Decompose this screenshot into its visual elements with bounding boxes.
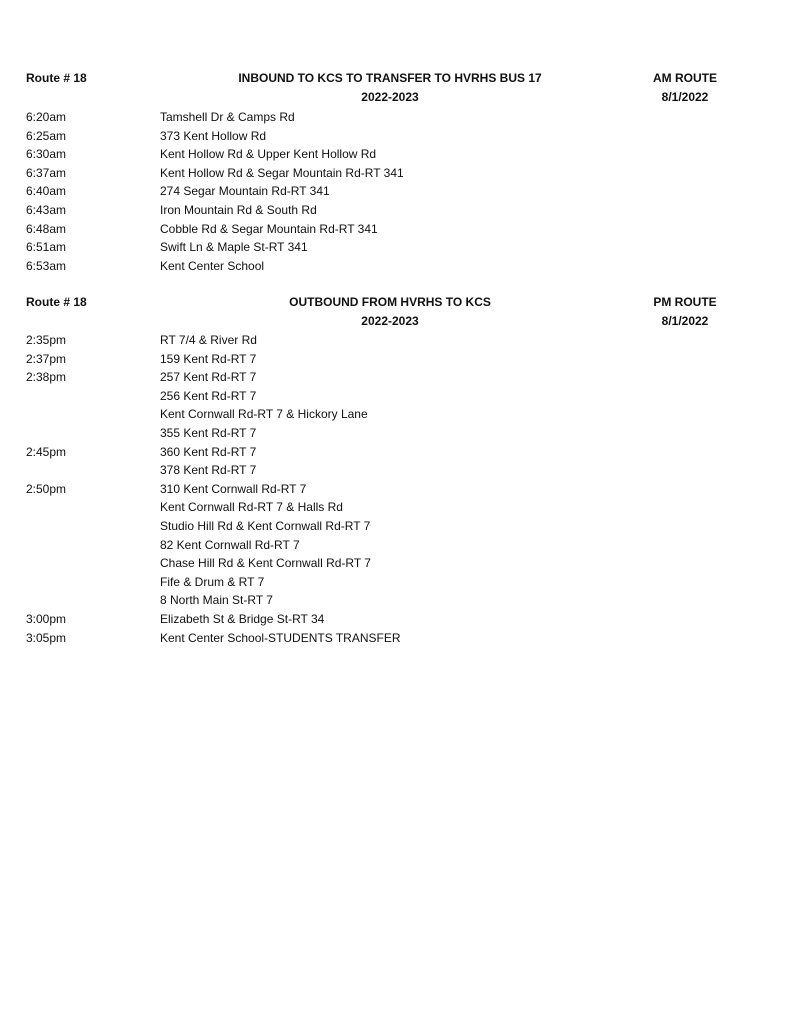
stop-time: 2:37pm [26,351,67,366]
stop-row [0,536,791,555]
stop-time: 6:40am [26,184,67,199]
stop-location: 355 Kent Rd-RT 7 [160,425,257,440]
stop-row [0,424,791,443]
stop-row [0,610,791,629]
stop-location: 8 North Main St-RT 7 [160,593,273,608]
stop-row [0,350,791,369]
stop-row [0,368,791,387]
pm-stop-list [0,331,791,647]
stop-location: Kent Cornwall Rd-RT 7 & Hickory Lane [160,407,368,422]
stop-row [0,127,791,146]
stop-row [0,145,791,164]
am-route-date: 8/1/2022 [661,90,709,104]
pm-route-date: 8/1/2022 [661,314,709,328]
stop-location: Swift Ln & Maple St-RT 341 [160,240,308,255]
stop-row [0,164,791,183]
stop-row [0,517,791,536]
stop-row [0,238,791,257]
stop-row [0,257,791,276]
am-stop-list [0,108,791,275]
stop-time: 3:05pm [26,630,67,645]
stop-location: Kent Cornwall Rd-RT 7 & Halls Rd [160,500,343,515]
stop-time: 3:00pm [26,611,67,626]
stop-location: Studio Hill Rd & Kent Cornwall Rd-RT 7 [160,518,371,533]
stop-time: 6:51am [26,240,67,255]
stop-time: 6:20am [26,110,67,124]
stop-time: 6:30am [26,147,67,162]
stop-row [0,498,791,517]
am-school-year: 2022-2023 [361,90,419,104]
stop-location: Kent Center School [160,258,265,273]
stop-location: 360 Kent Rd-RT 7 [160,444,257,459]
stop-location: 257 Kent Rd-RT 7 [160,370,257,385]
pm-school-year: 2022-2023 [361,314,419,328]
stop-location: Fife & Drum & RT 7 [160,574,265,589]
stop-row [0,443,791,462]
stop-row [0,201,791,220]
stop-time: 6:25am [26,128,67,143]
stop-time: 6:37am [26,165,67,180]
stop-row [0,405,791,424]
stop-row [0,480,791,499]
stop-row [0,331,791,350]
stop-location: 310 Kent Cornwall Rd-RT 7 [160,481,307,496]
stop-row [0,554,791,573]
stop-row [0,220,791,239]
stop-row [0,461,791,480]
stop-row [0,108,791,127]
stop-location: RT 7/4 & River Rd [160,333,257,347]
stop-row [0,573,791,592]
stop-time: 6:48am [26,221,67,236]
am-route-title: INBOUND TO KCS TO TRANSFER TO HVRHS BUS 17 [238,71,542,85]
stop-location: 256 Kent Rd-RT 7 [160,388,257,403]
stop-location: Kent Hollow Rd & Upper Kent Hollow Rd [160,147,377,162]
stop-time: 2:45pm [26,444,67,459]
stop-location: 378 Kent Rd-RT 7 [160,463,257,478]
pm-route-title: OUTBOUND FROM HVRHS TO KCS [289,295,491,309]
stop-row [0,182,791,201]
stop-location: 82 Kent Cornwall Rd-RT 7 [160,537,300,552]
stop-location: Elizabeth St & Bridge St-RT 34 [160,611,325,626]
stop-location: Kent Hollow Rd & Segar Mountain Rd-RT 341 [160,165,404,180]
stop-time: 2:50pm [26,481,67,496]
stop-location: 274 Segar Mountain Rd-RT 341 [160,184,330,199]
stop-location: 373 Kent Hollow Rd [160,128,267,143]
stop-time: 2:35pm [26,333,67,347]
stop-row [0,629,791,648]
stop-time: 6:53am [26,258,67,273]
stop-location: Iron Mountain Rd & South Rd [160,202,317,217]
stop-row [0,591,791,610]
pm-route-type: PM ROUTE [653,295,717,309]
stop-location: Cobble Rd & Segar Mountain Rd-RT 341 [160,221,378,236]
stop-time: 2:38pm [26,370,67,385]
am-route-type: AM ROUTE [653,71,717,85]
stop-location: Chase Hill Rd & Kent Cornwall Rd-RT 7 [160,556,371,571]
pm-route-number: Route # 18 [26,295,87,309]
stop-time: 6:43am [26,202,67,217]
stop-location: Kent Center School-STUDENTS TRANSFER [160,630,401,645]
stop-location: Tamshell Dr & Camps Rd [160,110,295,124]
am-route-number: Route # 18 [26,71,87,85]
stop-row [0,387,791,406]
stop-location: 159 Kent Rd-RT 7 [160,351,257,366]
